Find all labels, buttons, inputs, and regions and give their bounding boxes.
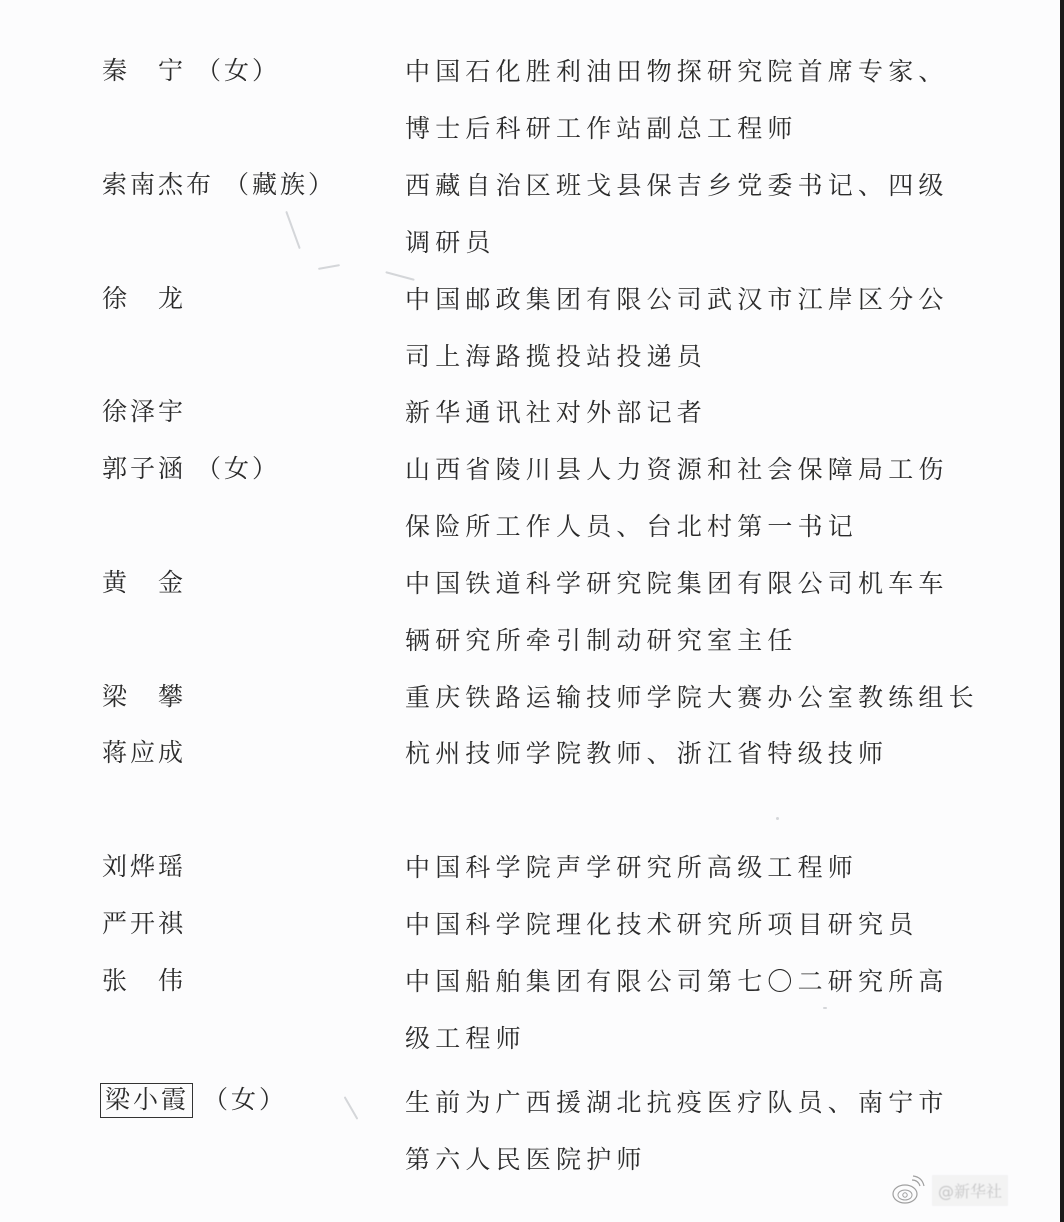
position-line: 中国铁道科学研究院集团有限公司机车车 <box>405 569 949 598</box>
scan-mark <box>776 817 779 820</box>
person-position <box>405 967 965 1067</box>
person-name <box>102 57 280 85</box>
position-line: 中国石化胜利油田物探研究院首席专家、 <box>405 57 949 86</box>
position-line: 辆研究所牵引制动研究室主任 <box>405 626 798 655</box>
position-line: 中国科学院理化技术研究所项目研究员 <box>405 910 919 939</box>
name-note: （女） <box>196 56 281 85</box>
person-name <box>102 569 186 597</box>
position-line: 中国船舶集团有限公司第七〇二研究所高 <box>405 967 949 996</box>
person-position <box>405 455 965 555</box>
position-line: 中国科学院声学研究所高级工程师 <box>405 853 859 882</box>
person-position <box>405 285 965 385</box>
position-line: 博士后科研工作站副总工程师 <box>405 114 798 143</box>
position-line: 第六人民医院护师 <box>405 1145 647 1174</box>
person-name <box>102 739 186 767</box>
scan-mark <box>318 264 340 270</box>
name-text: 梁小霞 <box>105 1085 190 1114</box>
scan-mark <box>285 211 301 249</box>
name-note: （女） <box>196 454 281 483</box>
person-position <box>405 398 965 441</box>
person-position <box>405 171 965 271</box>
person-name <box>102 285 186 313</box>
position-line: 生前为广西援湖北抗疫医疗队员、南宁市 <box>405 1088 949 1117</box>
weibo-logo-icon <box>890 1174 926 1206</box>
position-line: 新华通讯社对外部记者 <box>405 398 708 427</box>
name-text: 严开祺 <box>102 909 187 938</box>
person-name <box>102 398 186 426</box>
person-position <box>405 683 979 726</box>
name-text: 郭子涵 <box>102 454 187 483</box>
name-note: （藏族） <box>224 170 337 199</box>
person-position <box>405 569 965 669</box>
position-line: 重庆铁路运输技师学院大赛办公室教练组长 <box>405 683 979 712</box>
person-name <box>102 967 186 995</box>
name-text: 秦 宁 <box>102 56 187 85</box>
name-note: （女） <box>203 1085 288 1114</box>
scan-edge <box>1060 0 1064 1222</box>
position-line: 杭州技师学院教师、浙江省特级技师 <box>405 739 889 768</box>
watermark <box>890 1170 1008 1210</box>
person-name <box>102 910 186 938</box>
scan-mark <box>344 1096 359 1120</box>
person-position <box>405 57 965 157</box>
person-position <box>405 853 965 896</box>
person-name <box>102 683 186 711</box>
person-name <box>102 171 336 199</box>
position-line: 保险所工作人员、台北村第一书记 <box>405 512 859 541</box>
name-box <box>100 1083 193 1118</box>
position-line: 司上海路揽投站投递员 <box>405 342 708 371</box>
person-name <box>102 455 280 483</box>
name-text: 刘烨瑶 <box>102 852 187 881</box>
name-text: 徐 龙 <box>102 284 187 313</box>
name-text: 徐泽宇 <box>102 397 187 426</box>
name-text: 蒋应成 <box>102 738 187 767</box>
scan-mark <box>823 1007 827 1009</box>
person-position <box>405 1088 965 1188</box>
person-name <box>102 1086 287 1118</box>
person-position <box>405 910 965 953</box>
position-line: 西藏自治区班戈县保吉乡党委书记、四级 <box>405 171 949 200</box>
position-line: 山西省陵川县人力资源和社会保障局工伤 <box>405 455 949 484</box>
position-line: 级工程师 <box>405 1024 526 1053</box>
position-line: 调研员 <box>405 228 496 257</box>
person-name <box>102 853 186 881</box>
name-text: 张 伟 <box>102 966 187 995</box>
name-text: 黄 金 <box>102 568 187 597</box>
person-position <box>405 739 965 782</box>
name-text: 索南杰布 <box>102 170 215 199</box>
position-line: 中国邮政集团有限公司武汉市江岸区分公 <box>405 285 949 314</box>
name-text: 梁 攀 <box>102 682 187 711</box>
watermark-handle: @新华社 <box>932 1175 1008 1206</box>
